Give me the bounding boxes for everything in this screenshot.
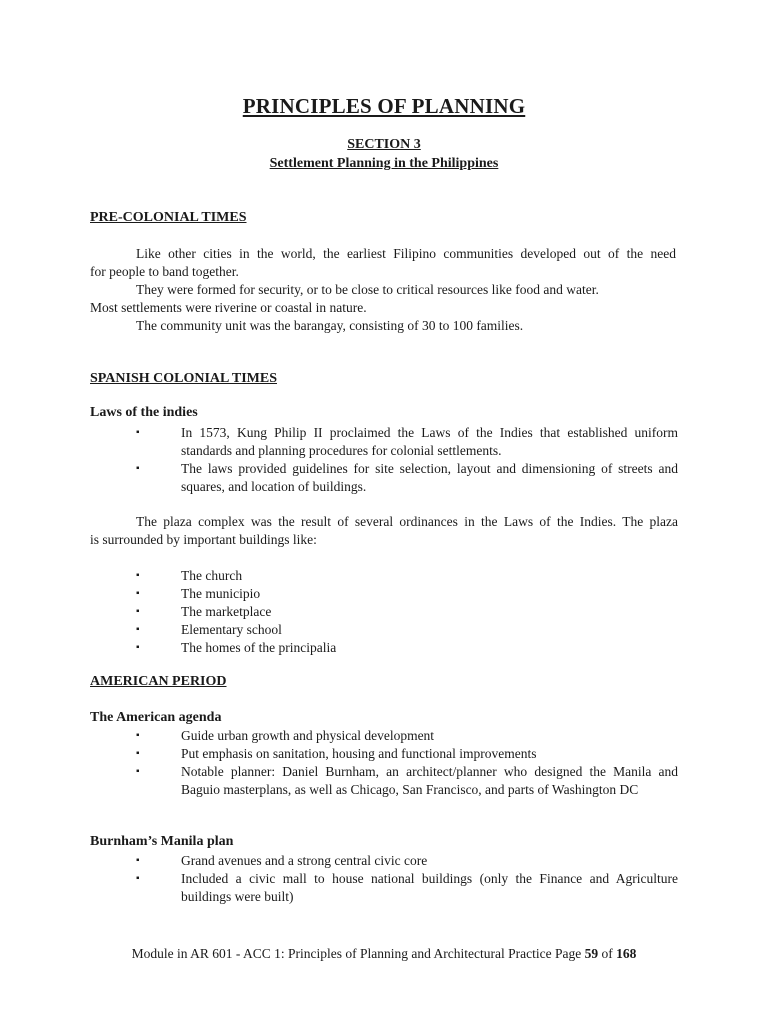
page-number: 59 (584, 946, 599, 961)
bullet-icon: ▪ (136, 463, 140, 474)
bullet-icon: ▪ (136, 588, 140, 599)
list-item: Grand avenues and a strong central civic core (181, 853, 428, 868)
list-item: Included a civic mall to house national buildings (only the Finance and Agriculture buildings were built) (181, 871, 678, 904)
list-item: In 1573, Kung Philip II proclaimed the Laws of the Indies that established uniform standards and planning procedures for colonial settlements. (181, 425, 678, 458)
list-item: Notable planner: Daniel Burnham, an architect/planner who designed the Manila and Baguio masterplans, as well as Chicago, San Francisco, and parts of Washington DC (181, 764, 678, 797)
bullet-icon: ▪ (136, 642, 140, 653)
page-footer (0, 946, 768, 962)
bullet-icon: ▪ (136, 624, 140, 635)
bullet-icon: ▪ (136, 855, 140, 866)
plaza-paragraph-line: The plaza complex was the result of several ordinances in the Laws of the Indies. The plaza (136, 514, 678, 529)
footer-of: of (598, 946, 617, 961)
bullet-icon: ▪ (136, 873, 140, 884)
precolonial-paragraph-line: Like other cities in the world, the earliest Filipino communities developed out of the need (136, 246, 676, 261)
plaza-paragraph-line: is surrounded by important buildings like: (90, 532, 317, 547)
list-item: The laws provided guidelines for site selection, layout and dimensioning of streets and squares, and location of buildings. (181, 461, 678, 494)
page-title: PRINCIPLES OF PLANNING (242, 94, 526, 118)
list-item: The church (181, 568, 243, 583)
list-item: Put emphasis on sanitation, housing and functional improvements (181, 746, 537, 761)
precolonial-heading: PRE-COLONIAL TIMES (90, 210, 247, 225)
bullet-icon: ▪ (136, 766, 140, 777)
list-item: Elementary school (181, 622, 282, 637)
american-heading: AMERICAN PERIOD (90, 674, 227, 689)
bullet-icon: ▪ (136, 730, 140, 741)
precolonial-paragraph-line: for people to band together. (90, 264, 239, 279)
spanish-heading: SPANISH COLONIAL TIMES (90, 371, 277, 386)
burnham-plan-heading: Burnham’s Manila plan (90, 834, 234, 849)
list-item: Guide urban growth and physical development (181, 728, 435, 743)
precolonial-paragraph-line: The community unit was the barangay, consisting of 30 to 100 families. (136, 318, 524, 333)
precolonial-paragraph-line: Most settlements were riverine or coastal in nature. (90, 300, 367, 315)
laws-of-indies-heading: Laws of the indies (90, 405, 198, 420)
american-agenda-heading: The American agenda (90, 710, 222, 725)
bullet-icon: ▪ (136, 748, 140, 759)
list-item: The homes of the principalia (181, 640, 337, 655)
precolonial-paragraph-line: They were formed for security, or to be close to critical resources like food and water. (136, 282, 599, 297)
bullet-icon: ▪ (136, 427, 140, 438)
list-item: The marketplace (181, 604, 272, 619)
bullet-icon: ▪ (136, 570, 140, 581)
footer-text: Module in AR 601 - ACC 1: Principles of Planning and Architectural Practice Page (131, 946, 585, 961)
section-number: SECTION 3 (347, 137, 421, 152)
page-total: 168 (616, 946, 637, 961)
section-subtitle: Settlement Planning in the Philippines (269, 156, 499, 171)
bullet-icon: ▪ (136, 606, 140, 617)
list-item: The municipio (181, 586, 261, 601)
